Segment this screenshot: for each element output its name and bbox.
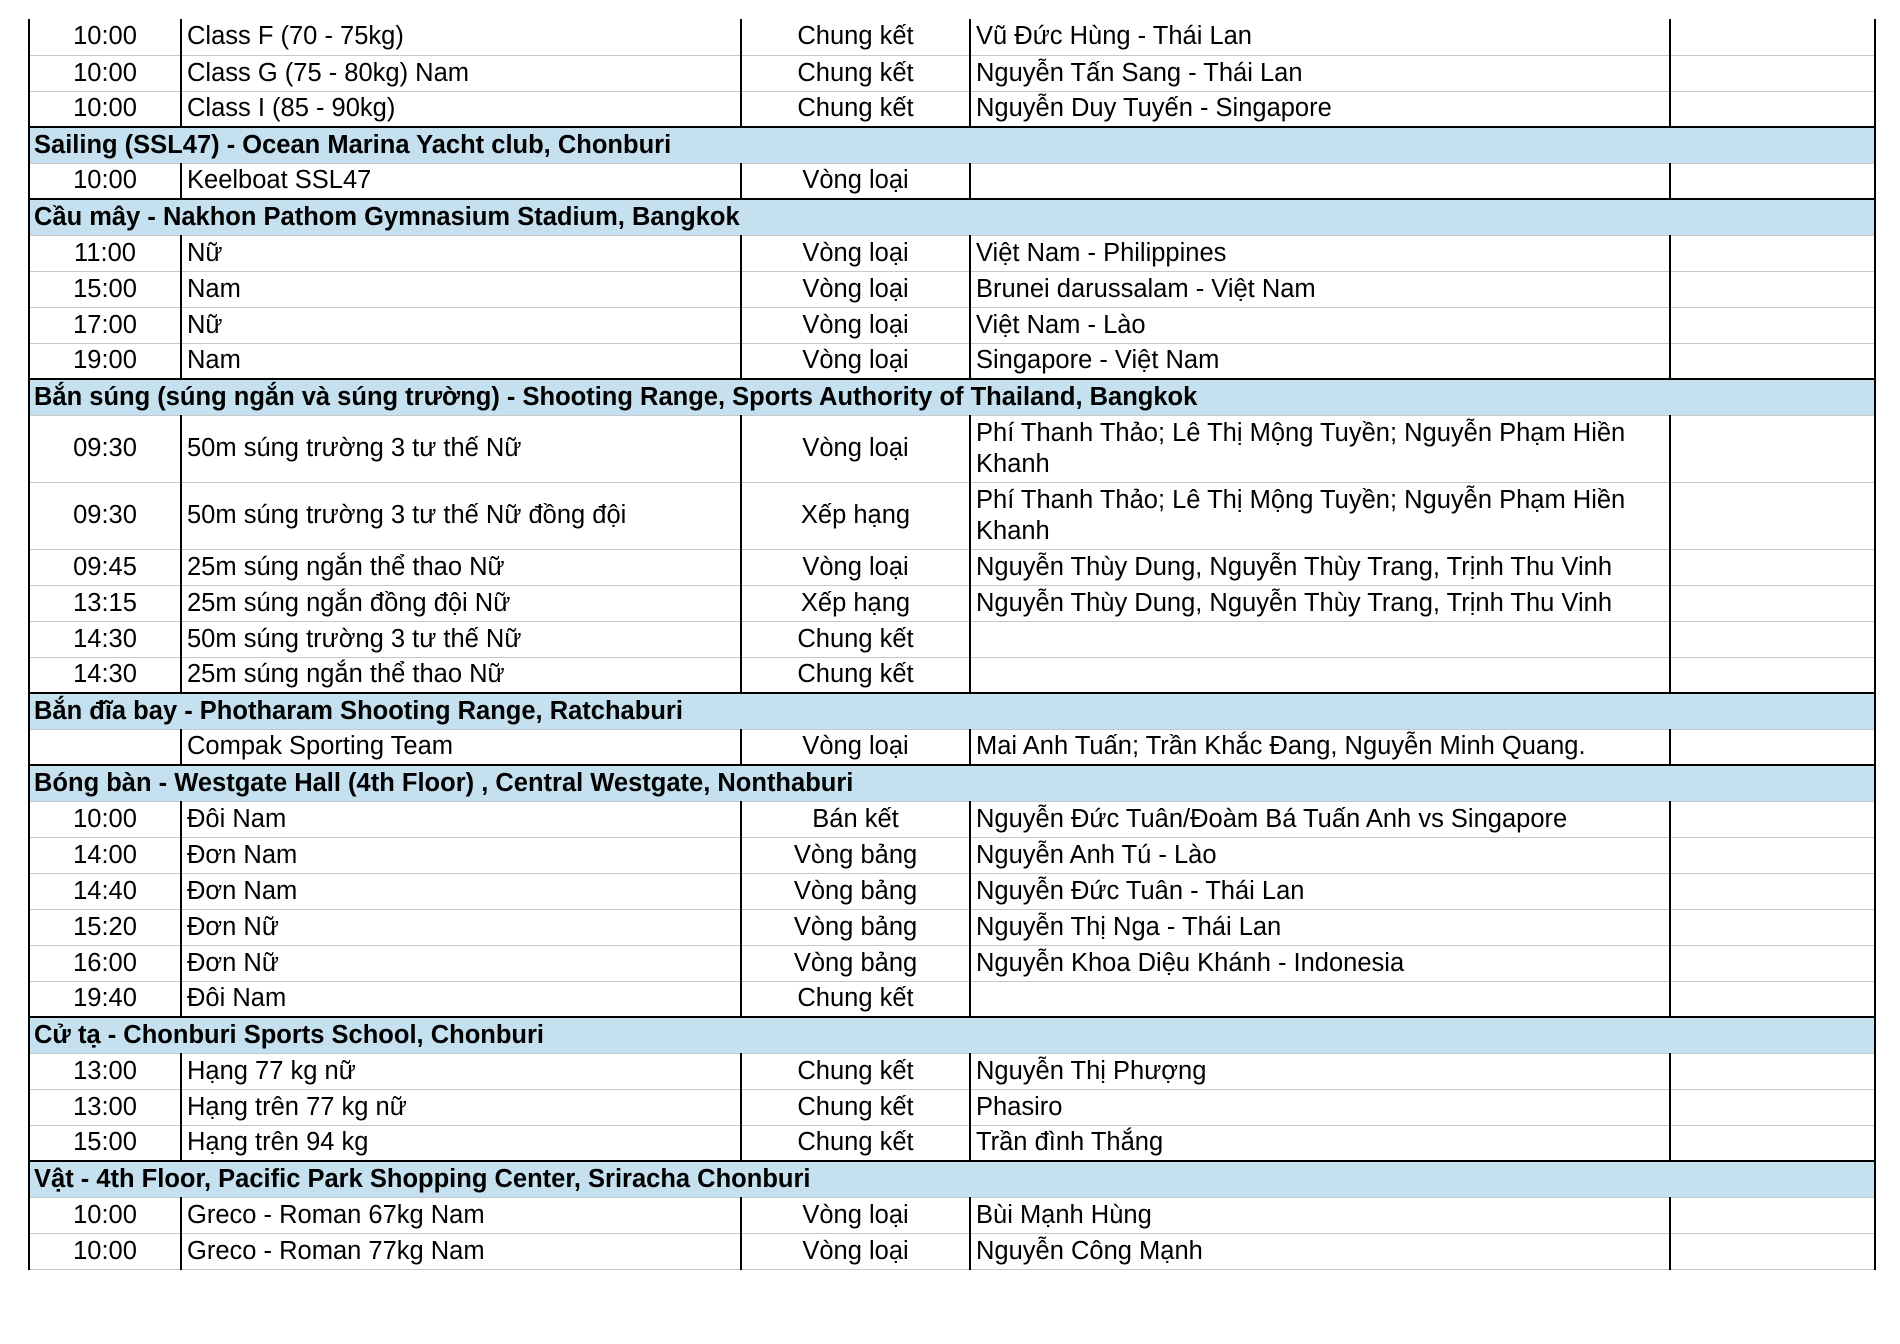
athletes-cell: Singapore - Việt Nam: [970, 343, 1670, 379]
time-cell: 10:00: [29, 1233, 181, 1269]
athletes-cell: Nguyễn Đức Tuân/Đoàm Bá Tuấn Anh vs Singapore: [970, 801, 1670, 837]
athletes-cell: Phasiro: [970, 1089, 1670, 1125]
athletes-cell: Nguyễn Thùy Dung, Nguyễn Thùy Trang, Trịnh Thu Vinh: [970, 585, 1670, 621]
section-header: Vật - 4th Floor, Pacific Park Shopping Center, Sriracha Chonburi: [29, 1161, 1875, 1197]
round-cell: Vòng loại: [741, 415, 970, 482]
table-row: [29, 163, 1875, 199]
round-cell: Vòng loại: [741, 549, 970, 585]
time-cell: 14:00: [29, 837, 181, 873]
round-cell: Vòng bảng: [741, 873, 970, 909]
note-cell: [1670, 981, 1875, 1017]
table-row: [29, 981, 1875, 1017]
round-cell: Vòng loại: [741, 1197, 970, 1233]
round-cell: Chung kết: [741, 19, 970, 55]
round-cell: Xếp hạng: [741, 585, 970, 621]
athletes-cell: Nguyễn Duy Tuyến - Singapore: [970, 91, 1670, 127]
section-header: Bắn đĩa bay - Photharam Shooting Range, Ratchaburi: [29, 693, 1875, 729]
note-cell: [1670, 945, 1875, 981]
athletes-cell: Nguyễn Anh Tú - Lào: [970, 837, 1670, 873]
event-cell: Class I (85 - 90kg): [181, 91, 741, 127]
table-row: [29, 55, 1875, 91]
event-cell: 50m súng trường 3 tư thế Nữ đồng đội: [181, 482, 741, 549]
athletes-cell: Việt Nam - Philippines: [970, 235, 1670, 271]
event-cell: 25m súng ngắn đồng đội Nữ: [181, 585, 741, 621]
athletes-cell: Nguyễn Công Mạnh: [970, 1233, 1670, 1269]
table-row: [29, 271, 1875, 307]
event-cell: 25m súng ngắn thể thao Nữ: [181, 657, 741, 693]
time-cell: 11:00: [29, 235, 181, 271]
event-cell: Đơn Nữ: [181, 909, 741, 945]
time-cell: 16:00: [29, 945, 181, 981]
note-cell: [1670, 549, 1875, 585]
athletes-cell: Nguyễn Thị Nga - Thái Lan: [970, 909, 1670, 945]
event-cell: 25m súng ngắn thể thao Nữ: [181, 549, 741, 585]
round-cell: Vòng loại: [741, 1233, 970, 1269]
round-cell: Vòng loại: [741, 235, 970, 271]
time-cell: 13:15: [29, 585, 181, 621]
time-cell: 09:45: [29, 549, 181, 585]
event-cell: Class G (75 - 80kg) Nam: [181, 55, 741, 91]
event-cell: Đôi Nam: [181, 801, 741, 837]
note-cell: [1670, 1125, 1875, 1161]
time-cell: 13:00: [29, 1089, 181, 1125]
event-cell: Nữ: [181, 235, 741, 271]
time-cell: 15:00: [29, 271, 181, 307]
event-cell: 50m súng trường 3 tư thế Nữ: [181, 621, 741, 657]
section-header: Cử tạ - Chonburi Sports School, Chonburi: [29, 1017, 1875, 1053]
round-cell: Bán kết: [741, 801, 970, 837]
event-cell: 50m súng trường 3 tư thế Nữ: [181, 415, 741, 482]
schedule-table: [28, 19, 1876, 1270]
time-cell: 17:00: [29, 307, 181, 343]
athletes-cell: Nguyễn Thùy Dung, Nguyễn Thùy Trang, Trịnh Thu Vinh: [970, 549, 1670, 585]
table-row: [29, 837, 1875, 873]
note-cell: [1670, 657, 1875, 693]
section-header-row: [29, 379, 1875, 415]
section-header: Sailing (SSL47) - Ocean Marina Yacht club, Chonburi: [29, 127, 1875, 163]
section-header-row: [29, 199, 1875, 235]
round-cell: Vòng loại: [741, 163, 970, 199]
time-cell: 15:20: [29, 909, 181, 945]
athletes-cell: Vũ Đức Hùng - Thái Lan: [970, 19, 1670, 55]
event-cell: Nam: [181, 343, 741, 379]
event-cell: Hạng trên 77 kg nữ: [181, 1089, 741, 1125]
table-row: [29, 549, 1875, 585]
time-cell: 19:40: [29, 981, 181, 1017]
table-row: [29, 729, 1875, 765]
event-cell: Greco - Roman 67kg Nam: [181, 1197, 741, 1233]
note-cell: [1670, 415, 1875, 482]
athletes-cell: Trần đình Thắng: [970, 1125, 1670, 1161]
table-row: [29, 909, 1875, 945]
time-cell: 09:30: [29, 415, 181, 482]
table-row: [29, 91, 1875, 127]
event-cell: Hạng trên 94 kg: [181, 1125, 741, 1161]
time-cell: 14:40: [29, 873, 181, 909]
athletes-cell: Việt Nam - Lào: [970, 307, 1670, 343]
table-row: [29, 482, 1875, 549]
event-cell: Đơn Nam: [181, 873, 741, 909]
note-cell: [1670, 235, 1875, 271]
athletes-cell: [970, 621, 1670, 657]
note-cell: [1670, 163, 1875, 199]
round-cell: Vòng loại: [741, 729, 970, 765]
note-cell: [1670, 837, 1875, 873]
section-header-row: [29, 1017, 1875, 1053]
time-cell: 10:00: [29, 55, 181, 91]
athletes-cell: [970, 657, 1670, 693]
table-row: [29, 621, 1875, 657]
note-cell: [1670, 55, 1875, 91]
table-row: [29, 1053, 1875, 1089]
note-cell: [1670, 621, 1875, 657]
time-cell: 10:00: [29, 801, 181, 837]
event-cell: Compak Sporting Team: [181, 729, 741, 765]
note-cell: [1670, 343, 1875, 379]
event-cell: Đôi Nam: [181, 981, 741, 1017]
time-cell: 14:30: [29, 657, 181, 693]
round-cell: Vòng bảng: [741, 945, 970, 981]
round-cell: Vòng bảng: [741, 909, 970, 945]
athletes-cell: Nguyễn Tấn Sang - Thái Lan: [970, 55, 1670, 91]
table-row: [29, 415, 1875, 482]
table-row: [29, 801, 1875, 837]
time-cell: 10:00: [29, 19, 181, 55]
table-row: [29, 1197, 1875, 1233]
round-cell: Chung kết: [741, 981, 970, 1017]
round-cell: Chung kết: [741, 55, 970, 91]
athletes-cell: Phí Thanh Thảo; Lê Thị Mộng Tuyền; Nguyễn Phạm Hiền Khanh: [970, 415, 1670, 482]
note-cell: [1670, 271, 1875, 307]
round-cell: Chung kết: [741, 1089, 970, 1125]
athletes-cell: Bùi Mạnh Hùng: [970, 1197, 1670, 1233]
note-cell: [1670, 1197, 1875, 1233]
table-row: [29, 235, 1875, 271]
athletes-cell: Nguyễn Khoa Diệu Khánh - Indonesia: [970, 945, 1670, 981]
table-row: [29, 1089, 1875, 1125]
note-cell: [1670, 91, 1875, 127]
note-cell: [1670, 19, 1875, 55]
event-cell: Greco - Roman 77kg Nam: [181, 1233, 741, 1269]
time-cell: 14:30: [29, 621, 181, 657]
athletes-cell: [970, 163, 1670, 199]
section-header-row: [29, 127, 1875, 163]
round-cell: Vòng loại: [741, 343, 970, 379]
round-cell: Vòng bảng: [741, 837, 970, 873]
table-row: [29, 657, 1875, 693]
time-cell: 10:00: [29, 1197, 181, 1233]
athletes-cell: Mai Anh Tuấn; Trần Khắc Đang, Nguyễn Minh Quang.: [970, 729, 1670, 765]
athletes-cell: Phí Thanh Thảo; Lê Thị Mộng Tuyền; Nguyễn Phạm Hiền Khanh: [970, 482, 1670, 549]
table-row: [29, 343, 1875, 379]
time-cell: 13:00: [29, 1053, 181, 1089]
note-cell: [1670, 873, 1875, 909]
event-cell: Nam: [181, 271, 741, 307]
note-cell: [1670, 585, 1875, 621]
note-cell: [1670, 1089, 1875, 1125]
table-row: [29, 945, 1875, 981]
table-row: [29, 307, 1875, 343]
table-row: [29, 873, 1875, 909]
note-cell: [1670, 482, 1875, 549]
note-cell: [1670, 801, 1875, 837]
event-cell: Class F (70 - 75kg): [181, 19, 741, 55]
section-header: Bóng bàn - Westgate Hall (4th Floor) , Central Westgate, Nonthaburi: [29, 765, 1875, 801]
schedule-table-body: [29, 19, 1875, 1269]
athletes-cell: Nguyễn Đức Tuân - Thái Lan: [970, 873, 1670, 909]
event-cell: Hạng 77 kg nữ: [181, 1053, 741, 1089]
section-header-row: [29, 1161, 1875, 1197]
section-header-row: [29, 765, 1875, 801]
section-header: Cầu mây - Nakhon Pathom Gymnasium Stadium, Bangkok: [29, 199, 1875, 235]
time-cell: 09:30: [29, 482, 181, 549]
note-cell: [1670, 729, 1875, 765]
event-cell: Đơn Nam: [181, 837, 741, 873]
time-cell: 19:00: [29, 343, 181, 379]
round-cell: Xếp hạng: [741, 482, 970, 549]
note-cell: [1670, 1053, 1875, 1089]
round-cell: Vòng loại: [741, 307, 970, 343]
event-cell: Nữ: [181, 307, 741, 343]
table-row: [29, 585, 1875, 621]
note-cell: [1670, 307, 1875, 343]
note-cell: [1670, 1233, 1875, 1269]
event-cell: Keelboat SSL47: [181, 163, 741, 199]
round-cell: Chung kết: [741, 621, 970, 657]
round-cell: Chung kết: [741, 91, 970, 127]
table-row: [29, 19, 1875, 55]
time-cell: 15:00: [29, 1125, 181, 1161]
time-cell: [29, 729, 181, 765]
athletes-cell: Nguyễn Thị Phượng: [970, 1053, 1670, 1089]
round-cell: Chung kết: [741, 1053, 970, 1089]
athletes-cell: Brunei darussalam - Việt Nam: [970, 271, 1670, 307]
table-row: [29, 1125, 1875, 1161]
section-header: Bắn súng (súng ngắn và súng trường) - Shooting Range, Sports Authority of Thailand, Bangkok: [29, 379, 1875, 415]
table-row: [29, 1233, 1875, 1269]
round-cell: Chung kết: [741, 1125, 970, 1161]
round-cell: Chung kết: [741, 657, 970, 693]
time-cell: 10:00: [29, 163, 181, 199]
athletes-cell: [970, 981, 1670, 1017]
time-cell: 10:00: [29, 91, 181, 127]
round-cell: Vòng loại: [741, 271, 970, 307]
note-cell: [1670, 909, 1875, 945]
section-header-row: [29, 693, 1875, 729]
event-cell: Đơn Nữ: [181, 945, 741, 981]
